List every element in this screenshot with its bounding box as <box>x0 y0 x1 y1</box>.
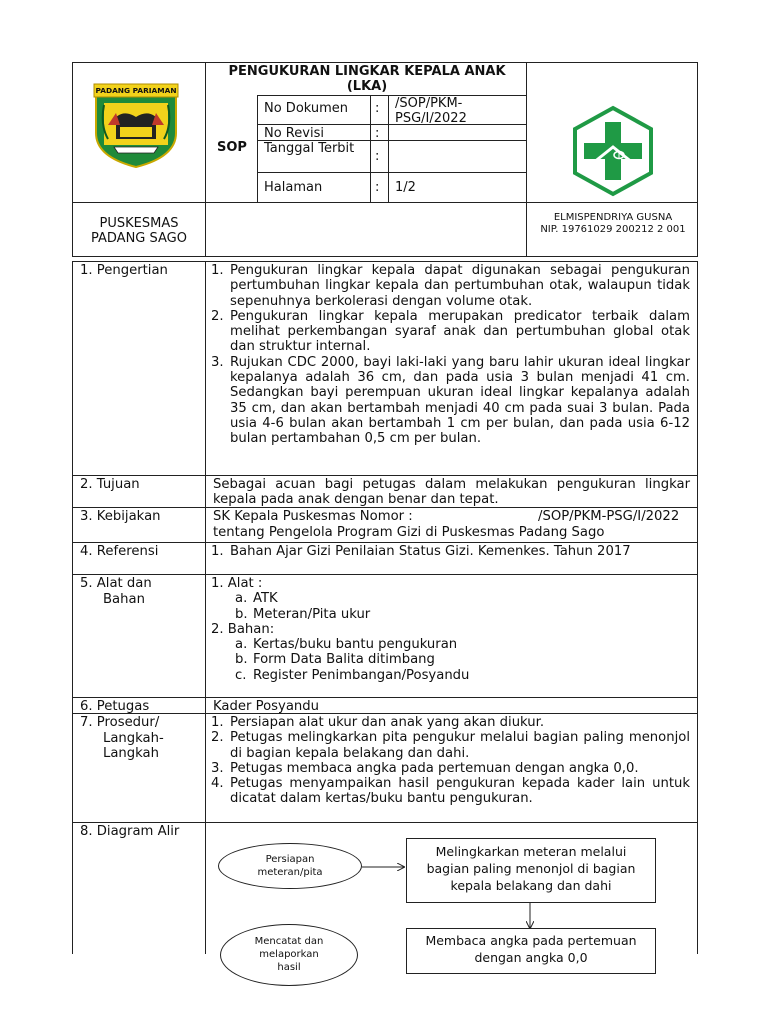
signatory-name: ELMISPENDRIYA GUSNA <box>553 212 673 223</box>
flow-step1-text-3: kepala belakang dan dahi <box>450 878 612 893</box>
flow-start-text-2: meteran/pita <box>257 867 323 878</box>
medical-cross-icon <box>567 105 659 197</box>
pengertian-list <box>211 263 690 447</box>
row-sep-4 <box>72 574 698 575</box>
flow-end-text-2: melaporkan <box>259 949 319 960</box>
list-item: 1. Bahan Ajar Gizi Penilaian Status Gizi. Kemenkes. Tahun 2017 <box>211 544 631 559</box>
label-prosedur-2: Langkah- <box>103 731 164 746</box>
petugas-text: Kader Posyandu <box>213 699 319 714</box>
prosedur-list <box>211 715 690 807</box>
list-item: 1. Pengukuran lingkar kepala dapat digunakan sebagai pengukuran pertumbuhan lingkar kepala dan pertumbuhan otak, walaupun tidak sepenuhnya berkolerasi dengan volume otak. <box>211 263 690 309</box>
list-item: 1. Persiapan alat ukur dan anak yang akan diukur. <box>211 715 545 730</box>
signatory-nip: NIP. 19761029 200212 2 001 <box>540 224 686 235</box>
label-alat-bahan-1: 5. Alat dan <box>80 576 152 591</box>
label-referensi: 4. Referensi <box>80 544 159 559</box>
header-divider-2 <box>526 62 527 257</box>
row-sep-6 <box>72 713 698 714</box>
flow-step1-text-1: Melingkarkan meteran melalui <box>435 844 627 859</box>
list-item: a. Kertas/buku bantu pengukuran <box>235 637 458 653</box>
bahan-title: 2. Bahan: <box>211 621 275 637</box>
label-diagram-alir: 8. Diagram Alir <box>80 824 180 839</box>
field-value-no-dokumen: /SOP/PKM-PSG/I/2022 <box>395 96 467 126</box>
header-hline <box>72 202 698 203</box>
row-sep-3 <box>72 542 698 543</box>
field-colon-tanggal-terbit: : <box>375 149 380 164</box>
field-value-halaman: 1/2 <box>395 180 416 195</box>
meta-grid-col2 <box>370 95 371 202</box>
bahan-list <box>211 637 690 683</box>
list-item: 4. Petugas menyampaikan hasil pengukuran kepada kader lain untuk dicatat dalam kertas/buku bantu pengukuran. <box>211 776 690 807</box>
padang-pariaman-logo <box>90 81 182 169</box>
field-label-no-dokumen: No Dokumen <box>264 101 349 116</box>
row-sep-5 <box>72 697 698 698</box>
label-petugas: 6. Petugas <box>80 699 150 714</box>
label-prosedur-1: 7. Prosedur/ <box>80 715 160 730</box>
label-tujuan: 2. Tujuan <box>80 477 140 492</box>
tujuan-text: Sebagai acuan bagi petugas dalam melakukan pengukuran lingkar kepala pada anak dengan benar dan tepat. <box>213 477 690 508</box>
kebijakan-line1-left: SK Kepala Puskesmas Nomor : <box>213 509 413 524</box>
flow-end-text-1: Mencatat dan <box>254 936 324 947</box>
field-label-no-revisi: No Revisi <box>264 126 324 141</box>
label-pengertian: 1. Pengertian <box>80 263 168 278</box>
organization-name: PUSKESMAS PADANG SAGO <box>91 216 187 246</box>
document-title: PENGUKURAN LINGKAR KEPALA ANAK (LKA) <box>228 64 506 94</box>
row-sep-7 <box>72 822 698 823</box>
content-divider <box>205 261 206 954</box>
list-item: 2. Petugas melingkarkan pita pengukur melalui bagian paling menonjol di bagian kepala belakang dan dahi. <box>211 730 690 761</box>
meta-grid-col3 <box>388 95 389 202</box>
field-label-tanggal-terbit: Tanggal Terbit <box>264 141 355 156</box>
kebijakan-line2: tentang Pengelola Program Gizi di Puskesmas Padang Sago <box>213 525 605 540</box>
alat-title: 1. Alat : <box>211 576 263 591</box>
row-sep-1 <box>72 475 698 476</box>
referensi-list <box>211 544 690 559</box>
kebijakan-line1-right: /SOP/PKM-PSG/I/2022 <box>538 509 680 524</box>
flow-step2-text-2: dengan angka 0,0 <box>474 950 588 965</box>
list-item: b. Form Data Balita ditimbang <box>235 652 435 668</box>
meta-grid-row3 <box>257 172 526 173</box>
sop-label: SOP <box>217 140 247 155</box>
field-colon-no-revisi: : <box>375 126 380 141</box>
label-prosedur-3: Langkah <box>103 746 160 761</box>
label-kebijakan: 3. Kebijakan <box>80 509 161 524</box>
field-colon-no-dokumen: : <box>375 101 380 116</box>
list-item: 3. Petugas membaca angka pada pertemuan dengan angka 0,0. <box>211 760 639 776</box>
flow-end-text-3: hasil <box>277 962 301 973</box>
alat-list <box>211 591 690 622</box>
header-divider-1 <box>205 62 206 257</box>
flow-start-text-1: Persiapan <box>265 854 315 865</box>
list-item: 2. Pengukuran lingkar kepala merupakan predicator terbaik dalam melihat perkembangan syaraf anak dan pertumbuhan global otak dan struktur internal. <box>211 308 690 355</box>
alat-block <box>211 576 690 683</box>
list-item: b. Meteran/Pita ukur <box>235 606 371 622</box>
logo-banner-text: PADANG PARIAMAN <box>95 86 177 95</box>
label-alat-bahan-2: Bahan <box>103 592 145 607</box>
flow-step2-text-1: Membaca angka pada pertemuan <box>425 933 637 948</box>
flow-step1-text-2: bagian paling menonjol di bagian <box>426 861 636 876</box>
field-colon-halaman: : <box>375 180 380 195</box>
list-item: a. ATK <box>235 591 278 607</box>
meta-grid-left <box>257 95 258 202</box>
list-item: 3. Rujukan CDC 2000, bayi laki-laki yang baru lahir ukuran ideal lingkar kepalanya adalah 36 cm, dan pada usia 3 bulan menjadi 41 cm. Sedangkan bayi perempuan ukuran ideal lingkar kepalanya adalah 35 cm, dan akan bertambah menjadi 40 cm pada suai 3 bulan. Pada usia 4-6 bulan akan bertambah 1 cm per bulan, dan pada usia 6-12 bulan pertambahan 0,5 cm per bulan. <box>211 354 690 447</box>
list-item: c. Register Penimbangan/Posyandu <box>235 667 470 683</box>
field-label-halaman: Halaman <box>264 180 323 195</box>
puskesmas-logo <box>567 105 659 197</box>
